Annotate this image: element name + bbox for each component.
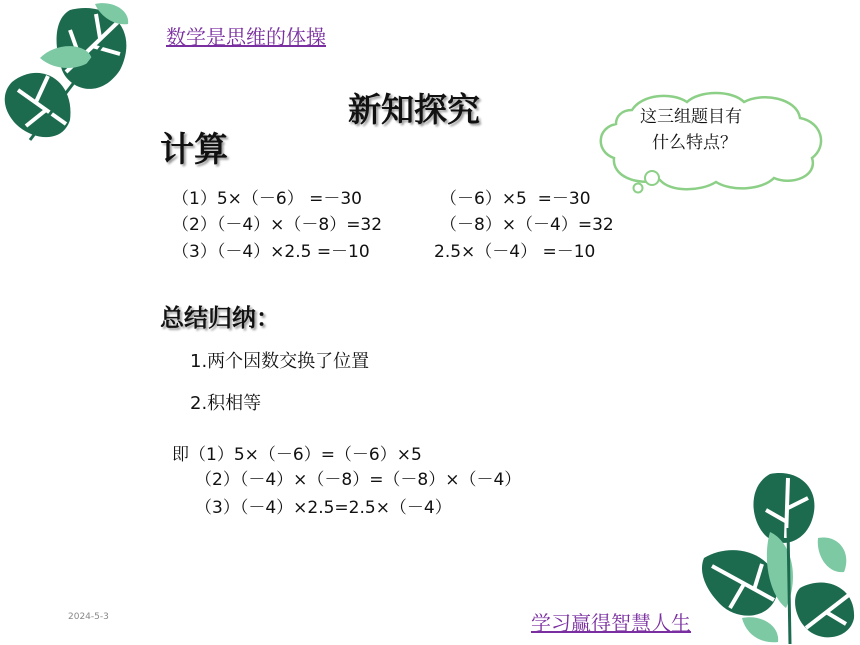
- summary-point-1: 1.两个因数交换了位置: [190, 351, 370, 372]
- conclusion-line-3: （3）（－4）×2.5=2.5×（－4）: [195, 498, 452, 518]
- conclusion-line-1: 即（1）5×（－6）=（－6）×5: [172, 445, 422, 465]
- summary-heading: 总结归纳：: [160, 304, 280, 332]
- page-title: 新知探究: [348, 90, 480, 129]
- computation-1-left: （1）5×（－6） =－30: [172, 189, 362, 209]
- header-link[interactable]: 数学是思维的体操: [166, 25, 326, 49]
- bubble-line-2: 什么特点？: [652, 133, 737, 153]
- computation-3-left: （3）（－4）×2.5 =－10: [172, 242, 370, 262]
- bubble-line-1: 这三组题目有: [640, 107, 742, 127]
- date-stamp: 2024-5-3: [68, 612, 109, 622]
- leaf-decoration-top-left: [0, 0, 150, 150]
- computation-3-right: 2.5×（－4） =－10: [434, 242, 596, 262]
- bubble-text: [640, 104, 810, 156]
- computation-2-left: （2）（－4）×（－8）=32: [172, 215, 383, 235]
- conclusion-line-2: （2）（－4）×（－8）=（－8）×（－4）: [195, 470, 522, 490]
- computation-2-right: （－8）×（－4）=32: [440, 215, 614, 235]
- computation-1-right: （－6）×5 =－30: [440, 189, 591, 209]
- summary-point-2: 2.积相等: [190, 393, 262, 414]
- footer-link[interactable]: 学习赢得智慧人生: [531, 611, 691, 635]
- section-heading-calculate: 计算: [160, 130, 228, 170]
- leaf-decoration-bottom-right: [700, 468, 860, 645]
